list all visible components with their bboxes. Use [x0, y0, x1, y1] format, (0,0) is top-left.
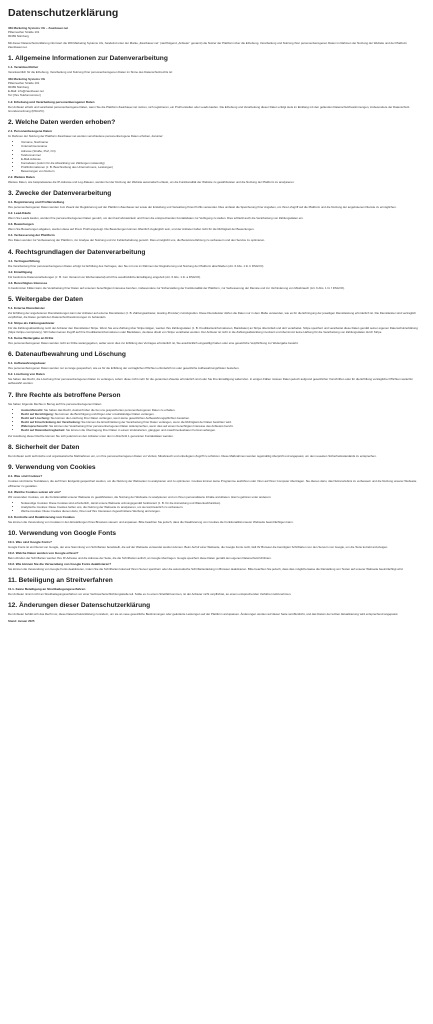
section-5-3-title: 5.3. Keine Weitergabe an Dritte	[8, 336, 54, 341]
controller-email: E-Mail: info@zaunbauer.net	[8, 88, 44, 93]
section-10-title: 10. Verwendung von Google Fonts	[8, 530, 117, 538]
right-label: Auskunftsrecht:	[21, 407, 44, 412]
section-5-2-text: Für die Zahlungsabwicklung nutzt der Anbieter den Dienstleister Stripe. Wenn Sie eine Zahlung über Stripe tätigen, werden Ihre Zahlungsdaten (z. B. Kreditkarteninformationen, Bankdaten) an Stripe übermittelt und dort verarbeitet. Stripe speichert und verarbeitet diese Daten gemäß seiner eigenen Datenschutzerklärung (https://stripe.com/privacy). Wir haben keinen Zugriff auf Ihre Kreditkarteninformationen oder Bankdaten, da diese direkt von Stripe verarbeitet werden. Der Anbieter ist nicht in die Zahlungsabwicklung involviert und übernimmt keine Haftung für die Verarbeitung von Zahlungsdaten durch Stripe.	[8, 326, 418, 335]
section-6-1-text: Ihre personenbezogenen Daten werden nur so lange gespeichert, wie es für die Erfüllung der vertraglichen Pflichten erforderlich ist oder gesetzliche Aufbewahrungsfristen bestehen.	[8, 366, 240, 371]
section-7-title: 7. Ihre Rechte als betroffene Person	[8, 391, 121, 399]
list-item: • E-Mail-Adresse	[21, 157, 425, 161]
section-2-1-title: 2.1. Personenbezogene Daten	[8, 129, 52, 134]
section-9-1-text: Cookies sind kleine Textdateien, die auf Ihrem Endgerät gespeichert werden, um die Nutzung der Webseiten zu analysieren und zu optimieren. Cookies können keine Programme ausführen oder Viren auf Ihren Computer übertragen. Sie dienen dazu, das Nutzererlebnis zu verbessern und die Nutzung unserer Webseite effizienter zu gestalten.	[8, 479, 417, 488]
section-10-2-text: Beim Abrufen der Schriftarten werden Ihre IP-Adresse und die Adresse der Seite, die die Schriftarten aufruft, an Google übertragen. Google speichert diese Daten gemäß den eigenen Datenschutzrichtlinien.	[8, 556, 272, 561]
right-label: Widerspruchsrecht:	[21, 424, 49, 429]
section-3-3-text: Wenn Sie Bewertungen abgeben, werden diese auf Ihrem Profil angezeigt. Die Bewertungen können öffentlich zugänglich sein, und der Anbieter haftet nicht für die Richtigkeit der Bewertungen.	[8, 227, 255, 232]
right-text: Sie können der Verarbeitung Ihrer personenbezogenen Daten widersprechen, wenn dies auf einem berechtigten Interesse des Anbieters beruht.	[49, 424, 234, 429]
section-9-2-text: Wir verwenden Cookies, um die Funktionalität unserer Webseite zu gewährleisten, die Nutzung der Webseite zu analysieren und um Ihnen personalisierte Inhalte anzubieten. Hierzu gehören unter anderem:	[8, 494, 272, 499]
section-3-title: 3. Zwecke der Datenverarbeitung	[8, 190, 112, 198]
list-item: • Bewertungen von Nutzern	[21, 169, 425, 173]
section-4-3-title: 4.3. Berechtigtes Interesse	[8, 280, 48, 285]
section-10-1-text: Google Fonts ist ein Dienst von Google, der eine Sammlung von Schriftarten bereitstellt, die auf der Webseite verwendet werden können. Beim Aufruf einer Webseite, die Google Fonts nutzt, lädt Ihr Browser die benötigten Schriftarten von den Servern von Google, um die Texte korrekt anzuzeigen.	[8, 545, 389, 550]
controller-address	[8, 77, 425, 97]
section-9-2-title: 9.2. Welche Cookies setzen wir ein?	[8, 489, 61, 494]
rights-list	[8, 408, 425, 433]
right-label: Recht auf Berichtigung:	[21, 411, 54, 416]
section-8-title: 8. Sicherheit der Daten	[8, 444, 80, 452]
section-4-1-text: Die Verarbeitung Ihrer personenbezogenen Daten erfolgt zur Erfüllung des Vertrages, den Sie mit uns im Rahmen der Registrierung und Nutzung der Plattform abschließen (Art. 6 Abs. 1 lit. b DSGVO).	[8, 263, 265, 268]
section-2-2-text: Weitere Daten, wie beispielsweise die IP-Adresse und Log-Dateien, werden bei der Nutzung der Website automatisch erfasst, um die Funktionalität der Website zu gewährleisten und die Nutzung der Plattform zu analysieren.	[8, 180, 295, 185]
section-10-3-text: Sie können die Verwendung von Google Fonts deaktivieren, indem Sie die Schriftarten lokal auf Ihrem Server speichern oder die automatische Schriftartenladung im Browser deaktivieren. Bitte beachten Sie jedoch, dass dies möglicherweise die Darstellung von Texten auf unserer Webseite beeinträchtigt wird.	[8, 567, 404, 572]
list-item	[21, 428, 425, 432]
right-text: Sie können die Berichtigung unrichtiger oder unvollständiger Daten verlangen.	[54, 411, 155, 416]
company-street: Pillenreuther Straße 101	[8, 30, 40, 35]
controller-city: 90469 Nürnberg	[8, 84, 29, 89]
list-item: • Werbe-Cookies: Diese Cookies dienen dazu, Ihnen auf Ihre Interessen zugeschnittene Werbung anzuzeigen.	[21, 509, 425, 513]
section-10-2-title: 10.2. Welche Daten werden von Google erfasst?	[8, 551, 79, 556]
company-header	[8, 26, 425, 38]
list-item: • Adresse (Straße, PLZ, Ort)	[21, 149, 425, 153]
list-item: • Unternehmensname	[21, 144, 425, 148]
list-item: • Notwendige Cookies: Diese Cookies sind erforderlich, damit unsere Webseite ordnungsgemäß funktioniert (z. B. für die Anmeldung und Warenkorbfunktion).	[21, 501, 425, 505]
section-8-text: Der Anbieter setzt technische und organisatorische Maßnahmen ein, um Ihre personenbezogenen Daten vor Verlust, Missbrauch und unbefugtem Zugriff zu schützen. Diese Maßnahmen werden regelmäßig überprüft und angepasst, um den neuesten Sicherheitsstandards zu entsprechen.	[8, 454, 377, 459]
section-11-1-text: Der Anbieter nimmt nicht an Streitbeilegungsverfahren vor einer Verbraucherschlichtungsstelle teil. Sollte es zu einem Streitfall kommen, ist der Anbieter nicht verpflichtet, an einem entsprechenden Verfahren teilzunehmen.	[8, 592, 292, 597]
right-text: Sie können die Löschung Ihrer Daten verlangen, wenn keine gesetzlichen Aufbewahrungspflichten bestehen.	[50, 415, 190, 420]
section-2-2-title: 2.2. Weitere Daten	[8, 175, 35, 180]
section-7-intro: Sie haben folgende Rechte in Bezug auf Ihre personenbezogenen Daten:	[8, 401, 103, 406]
right-text: Sie können die Übertragung Ihrer Daten in einem strukturierten, gängigen und maschinenlesbaren Format verlangen.	[65, 428, 216, 433]
section-1-1-text: Verantwortlich für die Erhebung, Verarbeitung und Nutzung Ihrer personenbezogenen Daten im Sinne des Datenschutzrechts ist:	[8, 70, 173, 75]
section-4-title: 4. Rechtsgrundlagen der Datenverarbeitung	[8, 248, 146, 256]
section-3-1-title: 3.1. Registrierung und Profilerstellung	[8, 200, 65, 205]
page-title: Datenschutzerklärung	[8, 7, 119, 19]
list-item: • Analytische Cookies: Diese Cookies helfen uns, die Nutzung der Webseite zu analysieren, um sie kontinuierlich zu verbessern.	[21, 505, 425, 509]
right-label: Recht auf Löschung:	[21, 415, 50, 420]
controller-phone: Tel: [Ihre Telefonnummer]	[8, 92, 41, 97]
right-label: Recht auf Einschränkung der Verarbeitung:	[21, 419, 81, 424]
section-3-3-title: 3.3. Bewertungen	[8, 222, 34, 227]
right-text: Sie können die Einschränkung der Verarbeitung Ihrer Daten verlangen, wenn die Richtigkeit der Daten bestritten wird.	[81, 419, 232, 424]
controller-name: 369 Marketing Systems UG	[8, 76, 46, 81]
cookie-types-list	[8, 501, 425, 513]
last-updated: Stand: Januar 2025	[8, 618, 35, 623]
right-text: Sie haben das Recht, Auskunft über die bei uns gespeicherten personenbezogenen Daten zu erhalten.	[43, 407, 176, 412]
section-11-1-title: 11.1. Keine Beteiligung an Streitbeilegungsverfahren	[8, 587, 86, 592]
section-3-2-title: 3.2. Lead-Käufe	[8, 211, 31, 216]
section-10-1-title: 10.1. Was sind Google Fonts?	[8, 540, 52, 545]
section-5-1-title: 5.1. Externe Dienstleister	[8, 305, 45, 310]
list-item: • Kontodaten (sofern für die Abwicklung von Zahlungen notwendig)	[21, 161, 425, 165]
section-3-4-title: 3.4. Verbesserung der Plattform	[8, 233, 55, 238]
section-5-1-text: Zur Erfüllung der angebotenen Dienstleistungen kann der Anbieter auf externe Dienstleister (z. B. Zahlungsanbieter, Hosting-Provider) zurückgreifen. Diese Dienstleister dürfen die Daten nur in dem Maße verwenden, wie es für die Erbringung der jeweiligen Dienstleistung erforderlich ist. Die Dienstleister sind vertraglich verpflichtet, die Daten gemäß den Datenschutzbestimmungen zu behandeln.	[8, 310, 416, 319]
section-9-title: 9. Verwendung von Cookies	[8, 464, 96, 472]
section-5-2-title: 5.2. Stripe als Zahlungsanbieter	[8, 321, 55, 325]
company-city: 90469 Nürnberg	[8, 34, 29, 39]
section-12-title: 12. Änderungen dieser Datenschutzerklärung	[8, 602, 151, 610]
section-9-3-title: 9.3. Kontrolle und Deaktivierung von Cookies	[8, 514, 75, 519]
section-3-2-text: Wenn Sie Leads kaufen, werden Ihre personenbezogenen Daten genutzt, um den Kauf abzuwickeln und Ihnen die entsprechenden Kontaktdaten zur Verfügung zu stellen. Dies schließt auch die Verarbeitung von Zahlungsdaten ein.	[8, 216, 304, 221]
section-1-1-title: 1.1. Verantwortlicher	[8, 65, 39, 70]
section-6-2-text: Sie haben das Recht, die Löschung Ihrer personenbezogenen Daten zu verlangen, sofern diese nicht mehr für die genannten Zwecke erforderlich sind oder Sie Ihre Einwilligung widerrufen. In einigen Fällen müssen Daten jedoch aufgrund gesetzlicher Vorschriften oder für die Erfüllung vertraglicher Pflichten weiterhin aufbewahrt werden.	[8, 377, 413, 386]
section-11-title: 11. Beteiligung an Streitverfahren	[8, 577, 113, 585]
section-1-title: 1. Allgemeine Informationen zur Datenverarbeitung	[8, 55, 168, 63]
section-5-3-text: Ihre personenbezogenen Daten werden nicht an Dritte weitergegeben, außer wenn dies zur Erfüllung des Vertrages erforderlich ist, Sie ausdrücklich eingewilligt haben oder eine gesetzliche Verpflichtung zur Weitergabe besteht.	[8, 341, 299, 346]
section-3-1-text: Ihre personenbezogenen Daten werden zum Zweck der Registrierung auf der Plattform Zaunbauer.net sowie der Erstellung und Verwaltung Ihres Profils verwendet. Dies umfasst die Speicherung Ihrer Angaben, um Ihnen Zugriff auf die Plattform und die Nutzung der angebotenen Dienste zu ermöglichen.	[8, 205, 397, 210]
right-label: Recht auf Datenübertragbarkeit:	[21, 428, 66, 433]
section-4-1-title: 4.1. Vertragserfüllung	[8, 258, 40, 263]
section-6-2-title: 6.2. Löschung von Daten	[8, 372, 45, 377]
personal-data-list	[8, 140, 425, 173]
section-6-title: 6. Datenaufbewahrung und Löschung	[8, 351, 126, 359]
section-2-title: 2. Welche Daten werden erhoben?	[8, 119, 116, 127]
section-4-3-text: In bestimmten Fällen kann die Verarbeitung Ihrer Daten auf unserem berechtigten Interesse beruhen, insbesondere zur Sicherstellung der Funktionalität der Plattform, zur Verbesserung der Dienste und zur Verhinderung von Missbrauch (Art. 6 Abs. 1 lit. f DSGVO).	[8, 285, 345, 290]
section-1-2-title: 1.2. Erhebung und Verarbeitung personenbezogener Daten	[8, 100, 95, 105]
section-9-1-title: 9.1. Was sind Cookies?	[8, 474, 43, 479]
section-1-2-text: Der Anbieter erhebt und verarbeitet personenbezogene Daten, wenn Sie die Plattform Zaunbauer.net nutzen, sich registrieren, ein Profil erstellen oder Leads kaufen. Die Erhebung und Verarbeitung dieser Daten erfolgt stets im Einklang mit den geltenden Datenschutzbestimmungen, insbesondere der Datenschutz-Grundverordnung (DSGVO).	[8, 105, 411, 114]
section-10-3-title: 10.3. Wie können Sie die Verwendung von Google Fonts deaktivieren?	[8, 562, 112, 567]
section-5-title: 5. Weitergabe der Daten	[8, 295, 83, 303]
section-12-text: Der Anbieter behält sich das Recht vor, diese Datenschutzerklärung zu ändern, um sie an neue gesetzliche Bestimmungen oder geänderte Leistungen auf der Plattform anzupassen. Änderungen werden auf dieser Seite veröffentlicht, und das Datum der letzten Aktualisierung wird entsprechend angepasst.	[8, 612, 399, 617]
list-item: • Telefonnummer	[21, 153, 425, 157]
company-name: 369 Marketing Systems UG – Zaunbauer.net	[8, 26, 69, 30]
section-9-3-text: Sie können die Verwendung von Cookies in den Einstellungen Ihres Browsers steuern und anpassen. Bitte beachten Sie jedoch, dass die Deaktivierung von Cookies die Funktionalität unserer Webseite beeinträchtigen kann.	[8, 519, 294, 524]
section-3-4-text: Ihre Daten werden zur Verbesserung der Plattform, zur Analyse der Nutzung und zur Fehlerbehebung genutzt. Dies ermöglicht uns, die Benutzererfahrung zu verbessern und den Service zu optimieren.	[8, 238, 266, 243]
section-2-1-text: Im Rahmen der Nutzung der Plattform Zaunbauer.net werden verschiedene personenbezogene Daten erhoben, darunter:	[8, 134, 164, 139]
section-4-2-title: 4.2. Einwilligung	[8, 269, 33, 274]
section-6-1-title: 6.1. Aufbewahrungsdauer	[8, 361, 46, 366]
controller-street: Pillenreuther Straße 101	[8, 80, 40, 85]
list-item: • Profilinformationen (z. B. Beschreibung des Unternehmens, Leistungen)	[21, 165, 425, 169]
section-4-2-text: Für bestimmte Datenverarbeitungen (z. B. zum Versand von Werbematerial) wird Ihre ausdrückliche Einwilligung eingeholt (Art. 6 Abs. 1 lit. a DSGVO).	[8, 274, 202, 279]
intro-text: Mit dieser Datenschutzerklärung informiert die 369 Marketing Systems UG, handelnd unter der Marke „Zaunbauer.net“ (nachfolgend „Anbieter“ genannt) die Nutzer der Plattform über die Erhebung, Verarbeitung und Nutzung ihrer personenbezogenen Daten im Rahmen der Nutzung der Website und der Plattform Zaunbauer.net.	[8, 41, 408, 50]
list-item: • Vorname, Nachname	[21, 140, 425, 144]
section-7-outro: Zur Ausübung dieser Rechte können Sie sich jederzeit an den Anbieter unter den in Abschnitt 1 genannten Kontaktdaten wenden.	[8, 434, 174, 439]
